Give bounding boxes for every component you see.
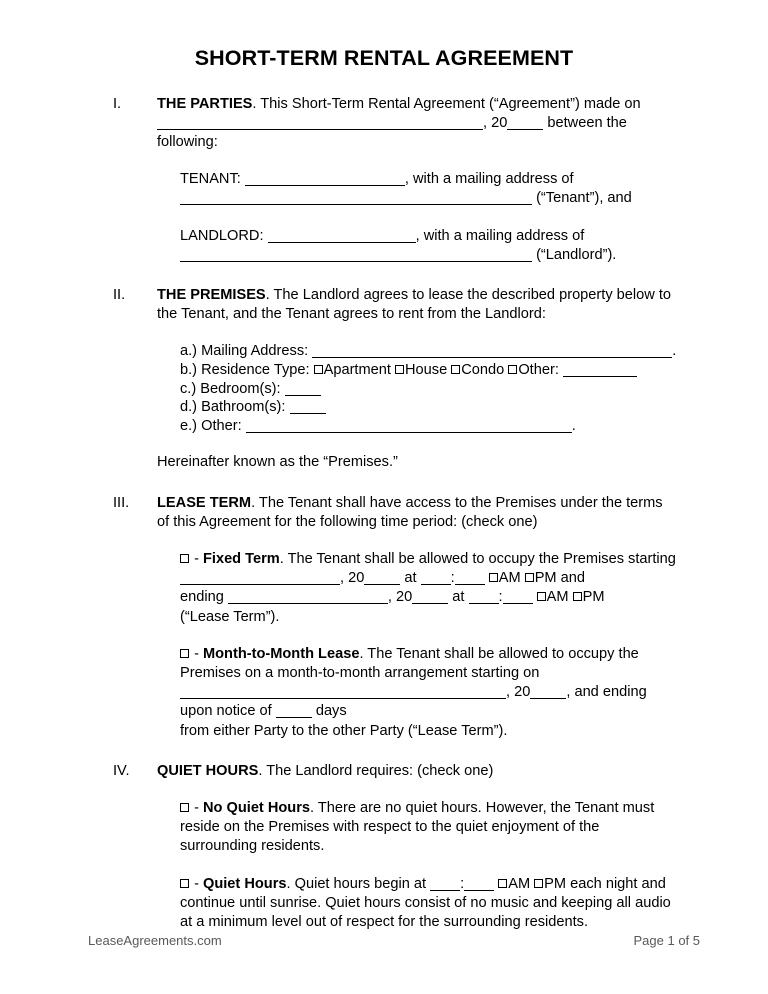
quiet-hours-start-minute-blank[interactable] [464, 879, 494, 891]
fixed-term-closing: (“Lease Term”). [180, 608, 280, 625]
agreement-year-blank[interactable] [507, 118, 543, 130]
month-to-month-start-year-blank[interactable] [530, 687, 566, 699]
section-iv-numeral: IV. [113, 762, 130, 779]
checkbox-other-residence-type[interactable] [508, 365, 517, 374]
fixed-term-end-hour-blank[interactable] [469, 592, 499, 604]
premises-items [0, 342, 768, 435]
item-e-trailing: . [571, 417, 576, 434]
page-footer [0, 933, 768, 948]
section-iv-intro: . The Landlord requires: (check one) [258, 762, 494, 779]
section-ii-body [0, 286, 768, 324]
fixed-term-start-am-label: AM [498, 570, 521, 587]
section-i-numeral: I. [113, 95, 122, 112]
section-ii-intro: . The Landlord agrees to lease the described property below to the Tenant, and the Tenant agrees to rent from the Landlord: [157, 287, 672, 323]
month-to-month-text-a: . The Tenant shall be allowed to occupy the Premises on a month-to-month arrangement starting on [180, 645, 639, 682]
footer-brand[interactable]: LeaseAgreements.com [88, 933, 222, 948]
checkbox-fixed-term-start-pm[interactable] [525, 573, 534, 582]
item-e-marker: e.) [180, 417, 198, 434]
checkbox-condo[interactable] [451, 365, 460, 374]
fixed-term-start-minute-blank[interactable] [455, 573, 485, 585]
fixed-term-ending-label: ending [180, 589, 224, 606]
section-ii-numeral: II. [113, 287, 126, 304]
tenant-mid-text: , with a mailing address of [404, 171, 574, 188]
item-a-marker: a.) [180, 343, 198, 360]
section-iii-numeral: III. [113, 494, 130, 511]
section-i-intro-b: , 20 [483, 114, 508, 131]
section-the-premises [0, 286, 768, 473]
item-a-trailing: . [672, 343, 677, 360]
section-iii-intro: . The Tenant shall have access to the Premises under the terms of this Agreement for the following time period: (check one) [157, 494, 663, 530]
fixed-term-end-date-blank[interactable] [228, 592, 388, 604]
item-d-label: Bathroom(s): [201, 399, 286, 416]
checkbox-house[interactable] [395, 365, 404, 374]
quiet-hours-text-a: . Quiet hours begin at [286, 875, 431, 892]
section-iv-body [0, 762, 768, 781]
option-apartment-label: Apartment [323, 362, 391, 379]
section-iii-heading: LEASE TERM [157, 494, 252, 511]
tenant-label: TENANT: [180, 171, 241, 188]
tenant-name-blank[interactable] [245, 174, 405, 186]
fixed-term-and: and [560, 570, 586, 587]
premises-other-blank[interactable] [246, 421, 572, 433]
quiet-hours-colon: : [460, 875, 465, 892]
fixed-term-label: Fixed Term [202, 551, 280, 568]
fixed-term-option [0, 550, 768, 627]
list-item [180, 398, 693, 417]
item-a-label: Mailing Address: [201, 343, 309, 360]
month-to-month-notice-days-blank[interactable] [276, 706, 312, 718]
landlord-block [0, 227, 768, 265]
fixed-term-end-year-prefix: , 20 [387, 589, 413, 606]
fixed-term-start-date-blank[interactable] [180, 573, 340, 585]
fixed-term-start-hour-blank[interactable] [421, 573, 451, 585]
section-lease-term [0, 494, 768, 741]
section-iv-heading: QUIET HOURS [157, 762, 259, 779]
fixed-term-end-pm-label: PM [582, 589, 605, 606]
checkbox-quiet-hours[interactable] [180, 879, 189, 888]
section-iii-body [0, 494, 768, 532]
option-house-label: House [405, 362, 448, 379]
quiet-hours-dash: - [194, 875, 203, 892]
checkbox-fixed-term-end-pm[interactable] [573, 592, 582, 601]
checkbox-quiet-hours-pm[interactable] [534, 879, 543, 888]
section-i-body [0, 95, 768, 153]
premises-mailing-address-blank[interactable] [312, 346, 672, 358]
quiet-hours-option [0, 875, 768, 933]
month-to-month-start-date-blank[interactable] [180, 687, 506, 699]
fixed-term-end-year-blank[interactable] [412, 592, 448, 604]
item-b-marker: b.) [180, 362, 198, 379]
bathrooms-blank[interactable] [290, 402, 326, 414]
item-c-label: Bedroom(s): [200, 380, 281, 397]
residence-type-other-blank[interactable] [563, 365, 637, 377]
quiet-hours-pm-label: PM [544, 875, 567, 892]
quiet-hours-label: Quiet Hours [202, 875, 287, 892]
month-to-month-option [0, 645, 768, 741]
section-the-parties [0, 95, 768, 265]
landlord-name-blank[interactable] [268, 231, 416, 243]
option-condo-label: Condo [461, 362, 505, 379]
item-e-label: Other: [201, 417, 242, 434]
checkbox-no-quiet-hours[interactable] [180, 803, 189, 812]
landlord-end-text: (“Landlord”). [536, 246, 617, 263]
option-other-label: Other: [518, 362, 559, 379]
fixed-term-start-colon: : [450, 570, 455, 587]
fixed-term-end-minute-blank[interactable] [503, 592, 533, 604]
landlord-mid-text: , with a mailing address of [415, 227, 585, 244]
section-i-intro-a: . This Short-Term Rental Agreement (“Agreement”) made on [252, 95, 641, 112]
month-to-month-dash: - [194, 645, 203, 662]
bedrooms-blank[interactable] [285, 384, 321, 396]
fixed-term-start-year-prefix: , 20 [340, 570, 365, 587]
fixed-term-start-pm-label: PM [534, 570, 557, 587]
section-i-intro-c: between the following: [157, 114, 627, 151]
checkbox-quiet-hours-am[interactable] [498, 879, 507, 888]
fixed-term-end-colon: : [498, 589, 503, 606]
page-title: SHORT-TERM RENTAL AGREEMENT [194, 46, 574, 70]
footer-page-number: Page 1 of 5 [633, 933, 700, 948]
fixed-term-text-a: . The Tenant shall be allowed to occupy the Premises starting [279, 551, 676, 568]
section-ii-heading: THE PREMISES [157, 287, 266, 304]
item-d-marker: d.) [180, 399, 198, 416]
checkbox-fixed-term-end-am[interactable] [537, 592, 546, 601]
landlord-address-blank[interactable] [180, 250, 532, 262]
landlord-label: LANDLORD: [180, 227, 264, 244]
fixed-term-start-year-blank[interactable] [364, 573, 400, 585]
list-item [180, 380, 693, 399]
list-item [180, 361, 693, 380]
hereinafter-premises: Hereinafter known as the “Premises.” [157, 454, 398, 471]
month-to-month-year-prefix: , 20 [506, 684, 531, 701]
item-c-marker: c.) [180, 380, 197, 397]
list-item [180, 417, 693, 436]
no-quiet-hours-dash: - [194, 800, 203, 817]
month-to-month-days-label: days [315, 703, 347, 720]
checkbox-apartment[interactable] [314, 365, 323, 374]
month-to-month-text-c: from either Party to the other Party (“Lease Term”). [180, 722, 508, 739]
checkbox-month-to-month[interactable] [180, 649, 189, 658]
quiet-hours-start-hour-blank[interactable] [430, 879, 460, 891]
section-quiet-hours [0, 762, 768, 932]
fixed-term-dash: - [194, 551, 203, 568]
tenant-end-text: (“Tenant”), and [536, 190, 632, 207]
checkbox-fixed-term[interactable] [180, 554, 189, 563]
fixed-term-start-at: at [400, 570, 421, 587]
no-quiet-hours-option [0, 799, 768, 857]
fixed-term-end-am-label: AM [546, 589, 569, 606]
fixed-term-end-at: at [448, 589, 469, 606]
item-b-label: Residence Type: [201, 362, 310, 379]
no-quiet-hours-text: . There are no quiet hours. However, the Tenant must reside on the Premises with respect to the quiet enjoyment of the surrounding residents. [180, 800, 655, 855]
no-quiet-hours-label: No Quiet Hours [202, 800, 311, 817]
month-to-month-label: Month-to-Month Lease [202, 645, 360, 662]
quiet-hours-am-label: AM [508, 875, 531, 892]
section-i-heading: THE PARTIES [157, 95, 253, 112]
list-item [180, 342, 693, 361]
quiet-hours-text-b: each night and continue until sunrise. Quiet hours consist of no music and keeping all audio at a minimum level out of respect for the surrounding residents. [180, 875, 671, 931]
checkbox-fixed-term-start-am[interactable] [489, 573, 498, 582]
tenant-address-blank[interactable] [180, 193, 532, 205]
month-to-month-text-b: , and ending upon notice of [180, 684, 647, 720]
agreement-date-blank[interactable] [157, 118, 483, 130]
tenant-block [0, 170, 768, 208]
